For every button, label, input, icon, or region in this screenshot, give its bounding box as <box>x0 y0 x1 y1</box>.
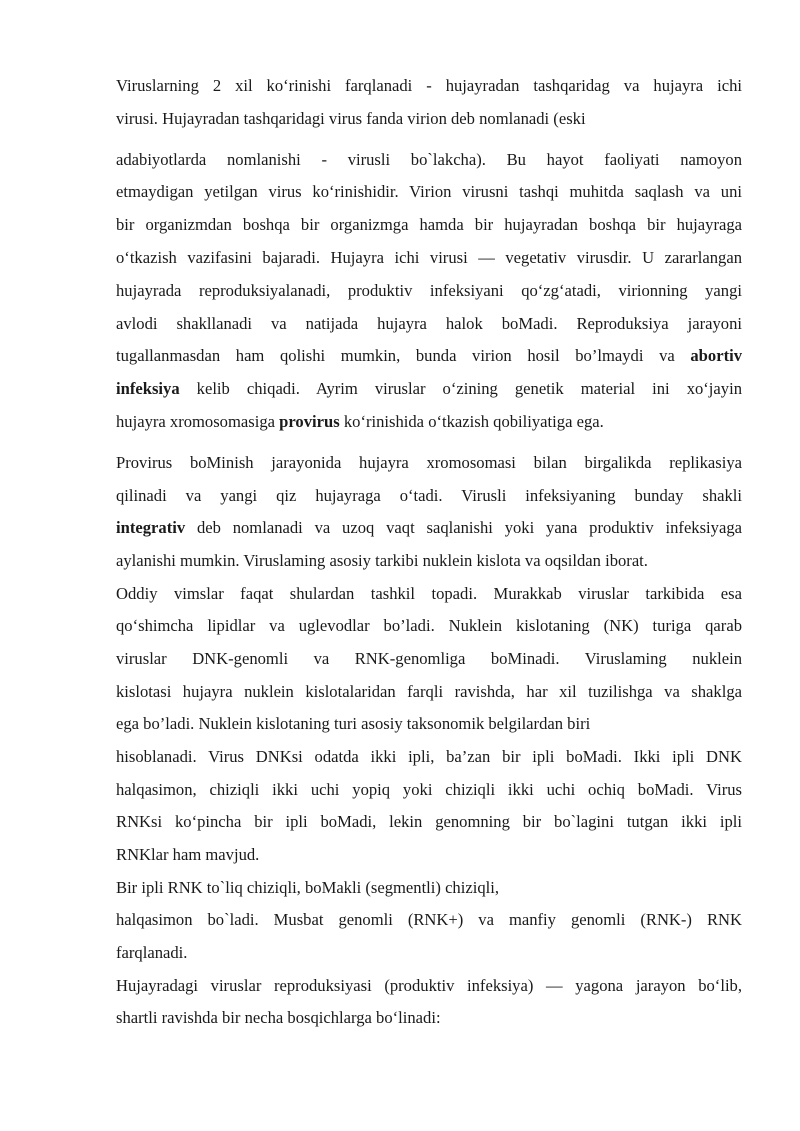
text-line <box>116 215 742 235</box>
text-run: farqlanadi. <box>116 943 188 962</box>
text-line <box>116 551 742 571</box>
text-run: etmaydigan yetilgan virus ko‘rinishidir. Virion virusni tashqi muhitda saqlash va uni <box>116 182 742 201</box>
text-line <box>116 976 742 996</box>
text-run: Provirus boMinish jarayonida hujayra xromosomasi bilan birgalikda replikasiya <box>116 453 742 472</box>
text-line <box>116 248 742 268</box>
text-run: viruslar DNK-genomli va RNK-genomliga boMinadi. Viruslaming nuklein <box>116 649 742 668</box>
text-line <box>116 412 742 432</box>
text-line <box>116 379 742 399</box>
text-line <box>116 747 742 767</box>
text-line <box>116 812 742 832</box>
text-line <box>116 943 742 963</box>
text-run: aylanishi mumkin. Viruslaming asosiy tarkibi nuklein kislota va oqsildan iborat. <box>116 551 648 570</box>
text-run: shartli ravishda bir necha bosqichlarga bo‘linadi: <box>116 1008 441 1027</box>
text-run: hisoblanadi. Virus DNKsi odatda ikki ipli, ba’zan bir ipli boMadi. Ikki ipli DNK <box>116 747 742 766</box>
bold-term: abortiv <box>690 346 742 365</box>
text-line <box>116 76 742 96</box>
text-run: tugallanmasdan ham qolishi mumkin, bunda virion hosil bo’lmaydi va <box>116 346 691 365</box>
text-line <box>116 314 742 334</box>
text-run: qo‘shimcha lipidlar va uglevodlar bo’ladi. Nuklein kislotaning (NK) turiga qarab <box>116 616 742 635</box>
text-run: hujayra xromosomasiga <box>116 412 280 431</box>
text-run: qilinadi va yangi qiz hujayraga o‘tadi. Virusli infeksiyaning bunday shakli <box>116 486 742 505</box>
text-run: Oddiy vimslar faqat shulardan tashkil topadi. Murakkab viruslar tarkibida esa <box>116 584 742 603</box>
bold-term: provirus <box>279 412 340 431</box>
text-run: deb nomlanadi va uzoq vaqt saqlanishi yoki yana produktiv infeksiyaga <box>185 518 742 537</box>
text-line <box>116 878 742 898</box>
text-run: Hujayradagi viruslar reproduksiyasi (produktiv infeksiya) — yagona jarayon bo‘lib, <box>116 976 742 995</box>
text-line <box>116 453 742 473</box>
text-run: kelib chiqadi. Ayrim viruslar o‘zining genetik material ini xo‘jayin <box>179 379 742 398</box>
text-run: halqasimon bo`ladi. Musbat genomli (RNK+) va manfiy genomli (RNK-) RNK <box>116 910 742 929</box>
text-line <box>116 649 742 669</box>
text-run: o‘tkazish vazifasini bajaradi. Hujayra ichi virusi — vegetativ virusdir. U zararlangan <box>116 248 742 267</box>
text-line <box>116 486 742 506</box>
text-line <box>116 780 742 800</box>
bold-term: integrativ <box>116 518 186 537</box>
text-line <box>116 845 742 865</box>
bold-term: infeksiya <box>116 379 180 398</box>
text-line <box>116 150 742 170</box>
text-run: ega bo’ladi. Nuklein kislotaning turi asosiy taksonomik belgilardan biri <box>116 714 591 733</box>
text-line <box>116 584 742 604</box>
text-line <box>116 910 742 930</box>
text-run: RNKlar ham mavjud. <box>116 845 260 864</box>
text-line <box>116 346 742 366</box>
text-line <box>116 518 742 538</box>
text-line <box>116 616 742 636</box>
text-run: hujayrada reproduksiyalanadi, produktiv infeksiyani qo‘zg‘atadi, virionning yangi <box>116 281 742 300</box>
text-run: Bir ipli RNK to`liq chiziqli, boMakli (segmentli) chiziqli, <box>116 878 499 897</box>
text-line <box>116 281 742 301</box>
text-run: kislotasi hujayra nuklein kislotalaridan farqli ravishda, har xil tuzilishga va shaklga <box>116 682 742 701</box>
text-run: RNKsi ko‘pincha bir ipli boMadi, lekin genomning bir bo`lagini tutgan ikki ipli <box>116 812 742 831</box>
text-run: Viruslarning 2 xil ko‘rinishi farqlanadi - hujayradan tashqaridag va hujayra ichi <box>116 76 742 95</box>
text-line <box>116 714 742 734</box>
text-run: virusi. Hujayradan tashqaridagi virus fanda virion deb nomlanadi (eski <box>116 109 586 128</box>
text-run: ko‘rinishida o‘tkazish qobiliyatiga ega. <box>339 412 604 431</box>
text-run: bir organizmdan boshqa bir organizmga hamda bir hujayradan boshqa bir hujayraga <box>116 215 742 234</box>
text-run: halqasimon, chiziqli ikki uchi yopiq yoki chiziqli ikki uchi ochiq boMadi. Virus <box>116 780 742 799</box>
text-line <box>116 682 742 702</box>
text-line <box>116 182 742 202</box>
text-run: avlodi shakllanadi va natijada hujayra halok boMadi. Reproduksiya jarayoni <box>116 314 742 333</box>
text-line <box>116 1008 742 1028</box>
text-run: adabiyotlarda nomlanishi - virusli bo`lakcha). Bu hayot faoliyati namoyon <box>116 150 742 169</box>
text-line <box>116 109 742 129</box>
